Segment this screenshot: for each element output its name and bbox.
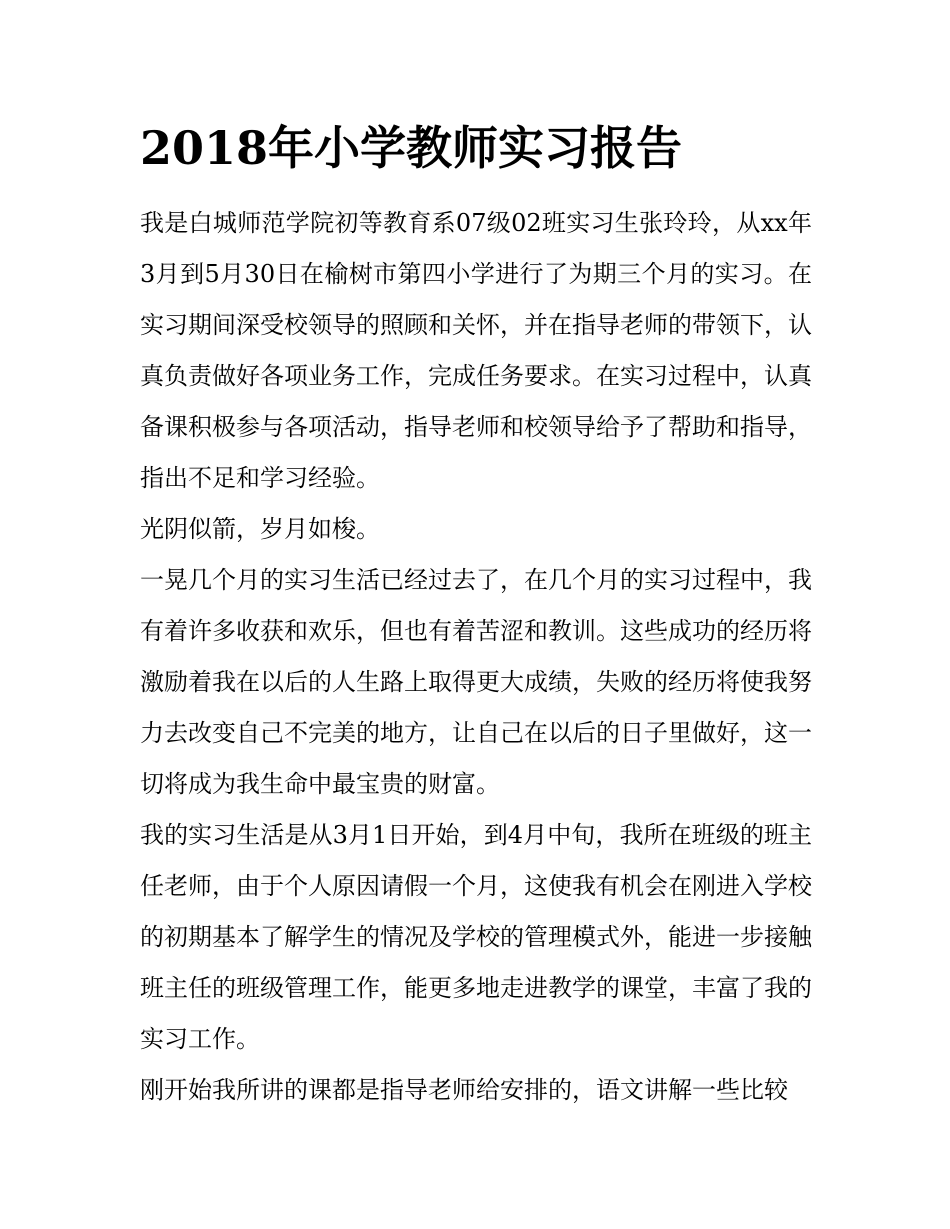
- paragraph-intro: 我是白城师范学院初等教育系07级02班实习生张玲玲，从xx年3月到5月30日在榆树市第四小学进行了为期三个月的实习。在实习期间深受校领导的照顾和关怀，并在指导老师的带领下，认真负责做好各项业务工作，完成任务要求。在实习过程中，认真备课积极参与各项活动，指导老师和校领导给予了帮助和指导，指出不足和学习经验。: [140, 209, 812, 492]
- paragraph-idiom: 光阴似箭，岁月如梭。: [140, 515, 380, 543]
- document-body: [140, 198, 812, 1116]
- paragraph-class-management: 我的实习生活是从3月1日开始，到4月中旬，我所在班级的班主任老师，由于个人原因请假一个月，这使我有机会在刚进入学校的初期基本了解学生的情况及学校的管理模式外，能进一步接触班主任的班级管理工作，能更多地走进教学的课堂，丰富了我的实习工作。: [140, 821, 812, 1053]
- paragraph-teaching: 刚开始我所讲的课都是指导老师给安排的，语文讲解一些比较: [140, 1076, 788, 1104]
- document-title: 2018年小学教师实习报告: [140, 121, 683, 175]
- paragraph-reflection: 一晃几个月的实习生活已经过去了，在几个月的实习过程中，我有着许多收获和欢乐，但也有着苦涩和教训。这些成功的经历将激励着我在以后的人生路上取得更大成绩，失败的经历将使我努力去改变自己不完美的地方，让自己在以后的日子里做好，这一切将成为我生命中最宝贵的财富。: [140, 566, 812, 798]
